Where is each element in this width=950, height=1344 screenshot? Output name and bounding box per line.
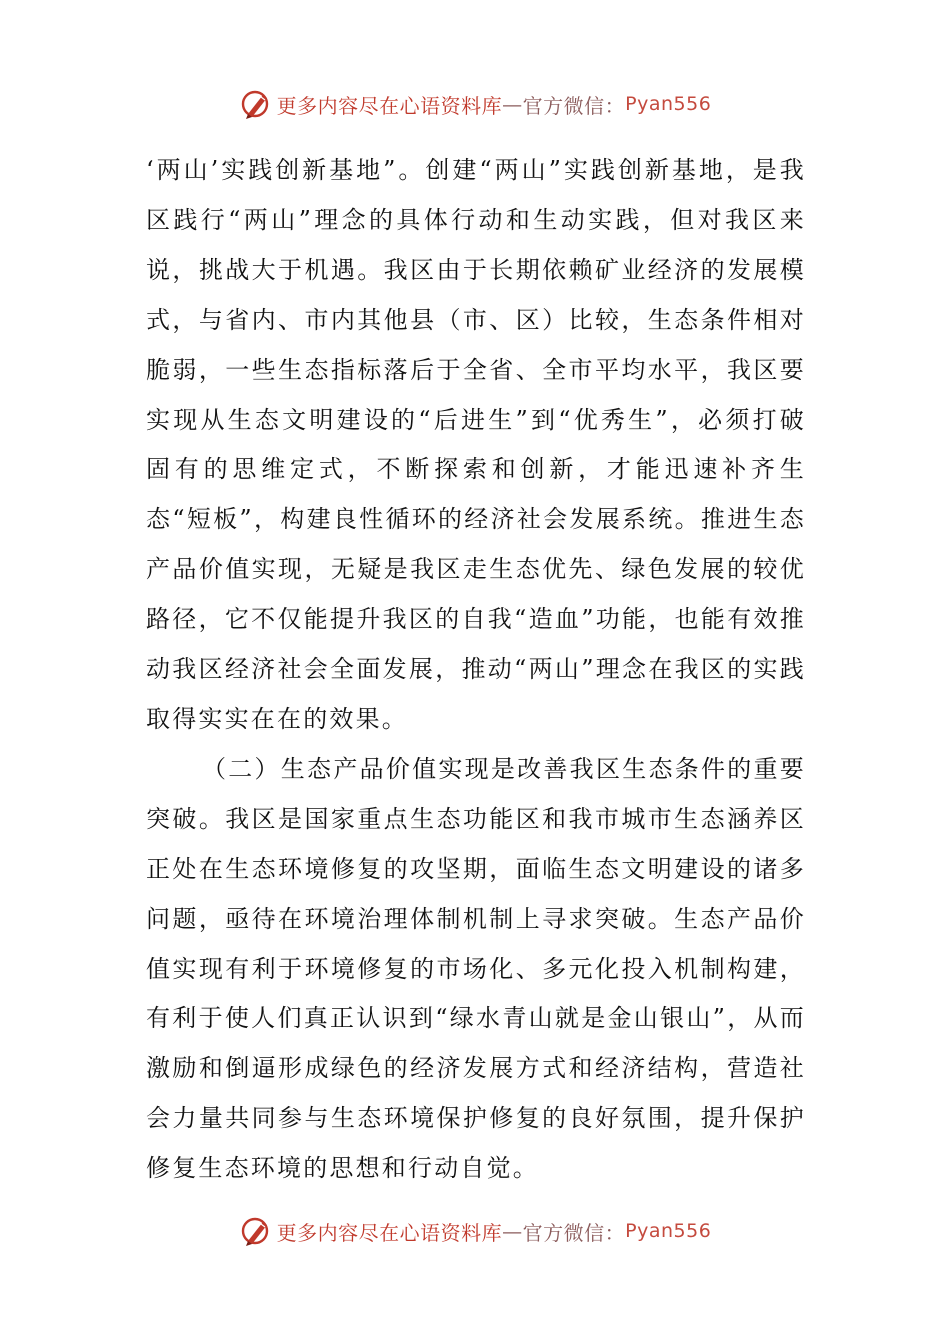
- pen-logo-icon: [239, 87, 273, 121]
- header-banner-wechat-id: Pyan556: [625, 93, 712, 115]
- pen-logo-icon: [239, 1214, 273, 1248]
- footer-banner-main: 更多内容尽在心语资料库: [276, 1220, 503, 1245]
- footer-banner-wechat-id: Pyan556: [625, 1220, 712, 1242]
- footer-banner-sub: 官方微信：: [522, 1220, 626, 1245]
- header-banner-dash: —: [502, 92, 523, 116]
- paragraph-1: ‘两山’实践创新基地”。创建“两山”实践创新基地，是我区践行“两山”理念的具体行动和生动实践，但对我区来说，挑战大于机遇。我区由于长期依赖矿业经济的发展模式，与省内、市内其他县（市、区）比较，生态条件相对脆弱，一些生态指标落后于全省、全市平均水平，我区要实现从生态文明建设的“后进生”到“优秀生”，必须打破固有的思维定式，不断探索和创新，才能迅速补齐生态“短板”，构建良性循环的经济社会发展系统。推进生态产品价值实现，无疑是我区走生态优先、绿色发展的较优路径，它不仅能提升我区的自我“造血”功能，也能有效推动我区经济社会全面发展，推动“两山”理念在我区的实践取得实实在在的效果。: [146, 156, 806, 733]
- footer-banner-dash: —: [502, 1219, 523, 1243]
- paragraph-2: （二）生态产品价值实现是改善我区生态条件的重要突破。我区是国家重点生态功能区和我市城市生态涵养区正处在生态环境修复的攻坚期，面临生态文明建设的诸多问题，亟待在环境治理体制机制上寻求突破。生态产品价值实现有利于环境修复的市场化、多元化投入机制构建，有利于使人们真正认识到“绿水青山就是金山银山”，从而激励和倒逼形成绿色的经济发展方式和经济结构，营造社会力量共同参与生态环境保护修复的良好氛围，提升保护修复生态环境的思想和行动自觉。: [146, 754, 806, 1183]
- header-banner-main: 更多内容尽在心语资料库: [276, 93, 503, 118]
- header-banner: [0, 84, 950, 124]
- document-body: [146, 146, 806, 1194]
- header-banner-sub: 官方微信：: [522, 93, 626, 118]
- footer-banner: [0, 1211, 950, 1251]
